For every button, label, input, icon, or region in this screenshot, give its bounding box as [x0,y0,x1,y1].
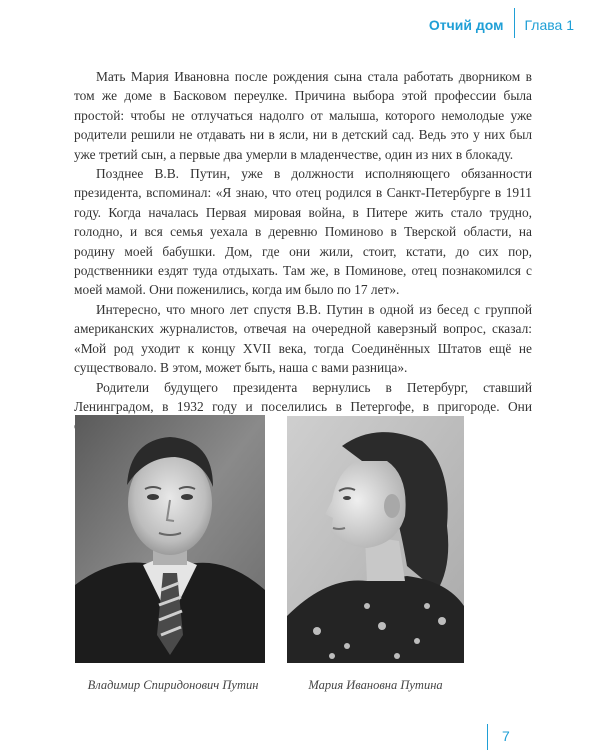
page-footer [487,724,600,750]
photo-mother [287,416,464,663]
page-number: 7 [502,728,510,744]
body-text [74,67,532,436]
photo-father [75,415,265,663]
section-title: Отчий дом [428,17,504,33]
paragraph: Мать Мария Ивановна после рождения сына стала работать дворником в том же доме в Басковом переулке. Причина выбора этой профессии была простой: чтобы не отлучаться надолго от малыша, которого немолодые уже родители решили не отдавать ни в ясли, ни в детский сад. Ведь это у них был уже третий сын, а первые два умерли в младенчестве, один из них в блокаду. [74,69,532,162]
paragraph: Интересно, что много лет спустя В.В. Путин в одной из бесед с группой американских журналистов, отвечая на очередной каверзный вопрос, сказал: «Мой род уходит к концу XVII века, тогда Соединённых Штатов ещё не существовало. В этом, может быть, наша с вами разница». [74,301,532,376]
caption-mother: Мария Ивановна Путина [308,678,443,692]
chapter-label: Глава 1 [524,17,574,33]
paragraph: Позднее В.В. Путин, уже в должности исполняющего обязанности президента, вспоминал: «Я знаю, что отец родился в Санкт-Петербурге в 1911 году. Когда началась Первая мировая война, в Питере жить стало трудно, голодно, и вся семья уехала в деревню Поминово в Тверской области, на родину моей бабушки. Дом, где они жили, стоит, кстати, до сих пор, родственники ездят туда отдыхать. Там же, в Поминове, отец познакомился с моей мамой. Они поженились, когда им было по 17 лет». [74,166,532,298]
caption-father: Владимир Спиридонович Путин [87,678,259,692]
paragraph: Родители будущего президента вернулись в Петербург, ставший Ленинградом, в 1932 году и поселились в Петергофе, в пригороде. Они [74,379,532,414]
running-header [429,14,600,36]
